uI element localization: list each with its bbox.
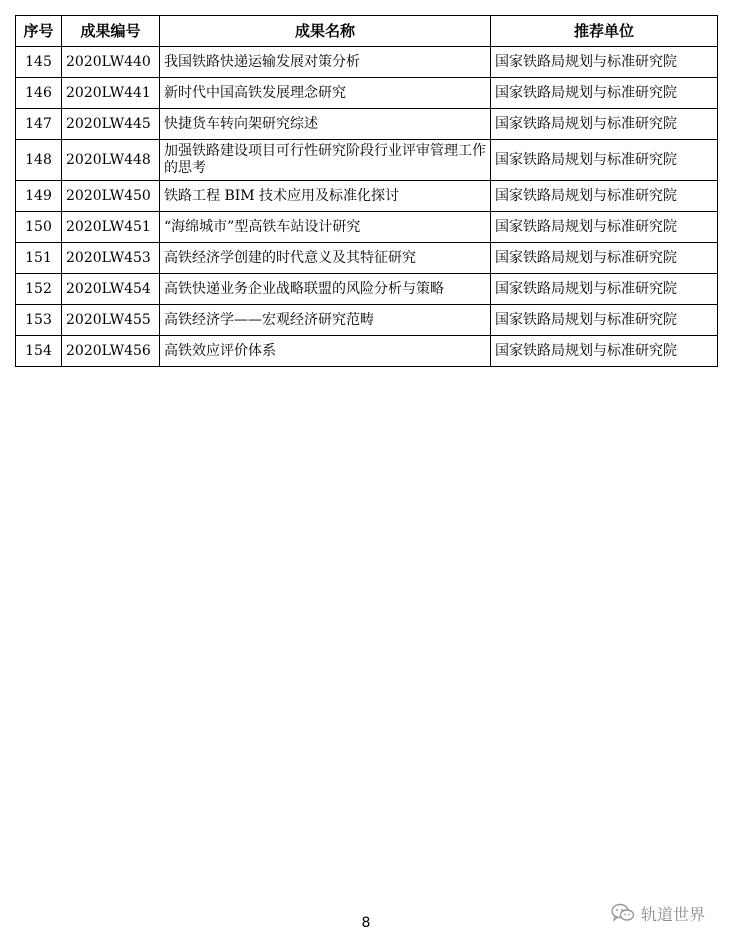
- cell-unit: 国家铁路局规划与标准研究院: [491, 243, 718, 274]
- header-no: 序号: [16, 16, 62, 47]
- cell-no: 149: [16, 181, 62, 212]
- cell-code: 2020LW454: [62, 274, 160, 305]
- cell-code: 2020LW456: [62, 336, 160, 367]
- header-code: 成果编号: [62, 16, 160, 47]
- table-row: [16, 47, 718, 78]
- cell-no: 148: [16, 140, 62, 181]
- cell-code: 2020LW440: [62, 47, 160, 78]
- table-row: [16, 212, 718, 243]
- table-row: [16, 78, 718, 109]
- table-row: [16, 336, 718, 367]
- cell-code: 2020LW451: [62, 212, 160, 243]
- cell-title: 高铁经济学创建的时代意义及其特征研究: [160, 243, 491, 274]
- header-title: 成果名称: [160, 16, 491, 47]
- cell-unit: 国家铁路局规划与标准研究院: [491, 140, 718, 181]
- cell-code: 2020LW445: [62, 109, 160, 140]
- cell-no: 153: [16, 305, 62, 336]
- table-row: [16, 140, 718, 181]
- cell-no: 154: [16, 336, 62, 367]
- cell-unit: 国家铁路局规划与标准研究院: [491, 212, 718, 243]
- cell-unit: 国家铁路局规划与标准研究院: [491, 181, 718, 212]
- cell-code: 2020LW455: [62, 305, 160, 336]
- table-row: [16, 274, 718, 305]
- cell-title: 高铁快递业务企业战略联盟的风险分析与策略: [160, 274, 491, 305]
- cell-title: 我国铁路快递运输发展对策分析: [160, 47, 491, 78]
- cell-no: 147: [16, 109, 62, 140]
- cell-title: 新时代中国高铁发展理念研究: [160, 78, 491, 109]
- table-header-row: [16, 16, 718, 47]
- cell-no: 146: [16, 78, 62, 109]
- cell-code: 2020LW448: [62, 140, 160, 181]
- cell-unit: 国家铁路局规划与标准研究院: [491, 47, 718, 78]
- header-unit: 推荐单位: [491, 16, 718, 47]
- cell-code: 2020LW441: [62, 78, 160, 109]
- cell-unit: 国家铁路局规划与标准研究院: [491, 305, 718, 336]
- cell-unit: 国家铁路局规划与标准研究院: [491, 78, 718, 109]
- cell-no: 150: [16, 212, 62, 243]
- cell-unit: 国家铁路局规划与标准研究院: [491, 336, 718, 367]
- cell-unit: 国家铁路局规划与标准研究院: [491, 274, 718, 305]
- page-number: 8: [361, 915, 371, 931]
- cell-no: 145: [16, 47, 62, 78]
- cell-unit: 国家铁路局规划与标准研究院: [491, 109, 718, 140]
- table-row: [16, 109, 718, 140]
- table-row: [16, 305, 718, 336]
- cell-code: 2020LW450: [62, 181, 160, 212]
- cell-title: 铁路工程 BIM 技术应用及标准化探讨: [160, 181, 491, 212]
- results-table: [15, 15, 718, 367]
- cell-title: 高铁效应评价体系: [160, 336, 491, 367]
- table-row: [16, 243, 718, 274]
- cell-title: 加强铁路建设项目可行性研究阶段行业评审管理工作的思考: [160, 140, 491, 181]
- cell-code: 2020LW453: [62, 243, 160, 274]
- cell-no: 152: [16, 274, 62, 305]
- cell-title: “海绵城市”型高铁车站设计研究: [160, 212, 491, 243]
- cell-title: 快捷货车转向架研究综述: [160, 109, 491, 140]
- cell-title: 高铁经济学——宏观经济研究范畴: [160, 305, 491, 336]
- table-row: [16, 181, 718, 212]
- watermark-text: 轨道世界: [641, 904, 706, 924]
- wechat-icon: [611, 903, 635, 923]
- watermark: [611, 900, 705, 926]
- cell-no: 151: [16, 243, 62, 274]
